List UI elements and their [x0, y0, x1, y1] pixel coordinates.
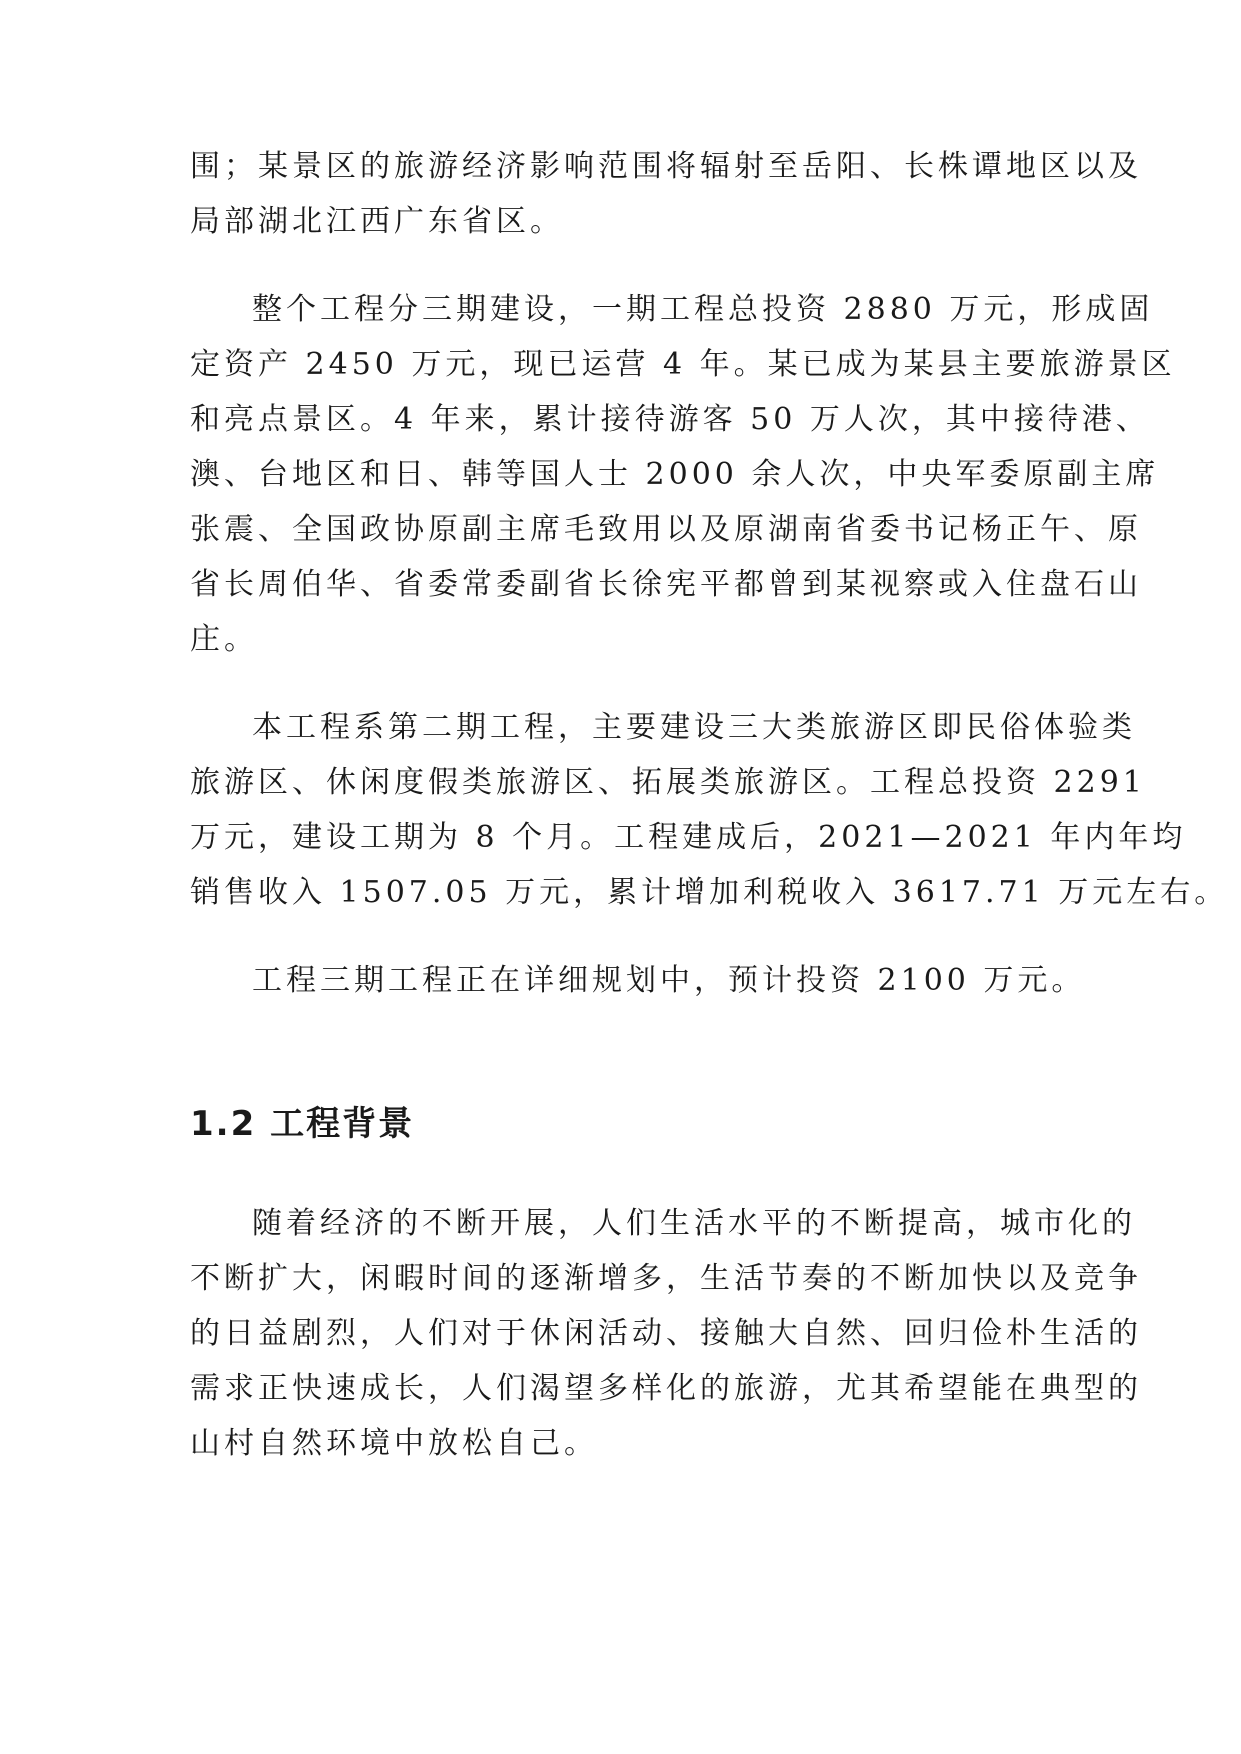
section-heading: 1.2 工程背景: [190, 1104, 415, 1144]
paragraph-line: 和亮点景区。4 年来，累计接待游客 50 万人次，其中接待港、: [190, 402, 1150, 437]
paragraph-line: 销售收入 1507.05 万元，累计增加利税收入 3617.71 万元左右。: [190, 875, 1229, 910]
paragraph-line: 本工程系第二期工程，主要建设三大类旅游区即民俗体验类: [252, 710, 1136, 745]
paragraph-line: 澳、台地区和日、韩等国人士 2000 余人次，中央军委原副主席: [190, 457, 1160, 492]
paragraph-line: 不断扩大，闲暇时间的逐渐增多，生活节奏的不断加快以及竞争: [190, 1261, 1142, 1296]
paragraph-line: 整个工程分三期建设，一期工程总投资 2880 万元，形成固: [252, 292, 1154, 327]
paragraph-line: 工程三期工程正在详细规划中，预计投资 2100 万元。: [252, 963, 1086, 998]
paragraph-line: 山村自然环境中放松自己。: [190, 1426, 598, 1461]
paragraph-line: 庄。: [190, 622, 258, 657]
paragraph-line: 需求正快速成长，人们渴望多样化的旅游，尤其希望能在典型的: [190, 1371, 1142, 1406]
paragraph-line: 万元，建设工期为 8 个月。工程建成后，2021—2021 年内年均: [190, 820, 1187, 855]
paragraph-line: 省长周伯华、省委常委副省长徐宪平都曾到某视察或入住盘石山: [190, 567, 1142, 602]
paragraph-line: 局部湖北江西广东省区。: [190, 204, 564, 239]
paragraph-line: 围；某景区的旅游经济影响范围将辐射至岳阳、长株谭地区以及: [190, 149, 1142, 184]
paragraph-line: 旅游区、休闲度假类旅游区、拓展类旅游区。工程总投资 2291: [190, 765, 1146, 800]
paragraph-line: 定资产 2450 万元，现已运营 4 年。某已成为某县主要旅游景区: [190, 347, 1176, 382]
paragraph-line: 随着经济的不断开展，人们生活水平的不断提高，城市化的: [252, 1206, 1136, 1241]
paragraph-line: 张震、全国政协原副主席毛致用以及原湖南省委书记杨正午、原: [190, 512, 1142, 547]
paragraph-line: 的日益剧烈，人们对于休闲活动、接触大自然、回归俭朴生活的: [190, 1316, 1142, 1351]
